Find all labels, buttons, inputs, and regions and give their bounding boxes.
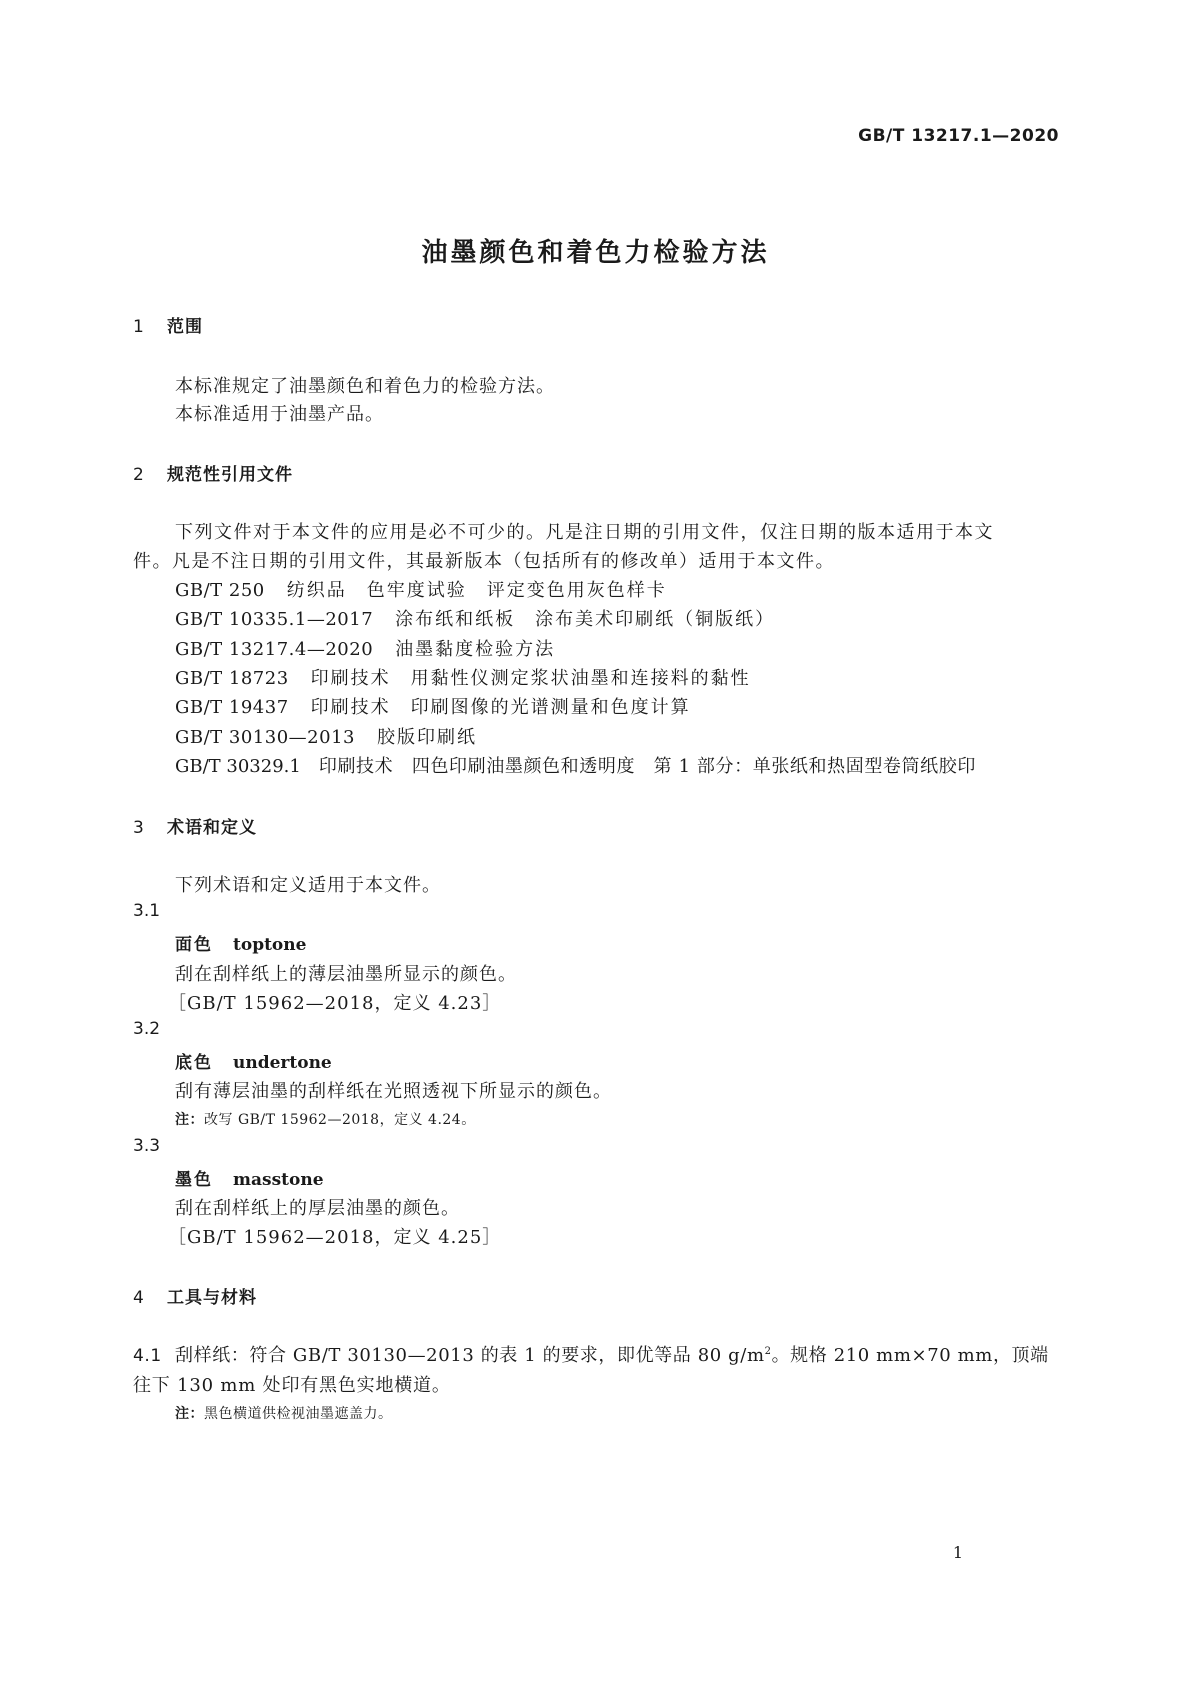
section-title: 术语和定义	[167, 818, 257, 838]
term-en: masstone	[233, 1170, 324, 1190]
reference-code: GB/T 18723	[175, 668, 289, 689]
term-zh: 底色	[175, 1053, 213, 1073]
section-number: 2	[133, 465, 145, 485]
term-number: 3.2	[133, 1019, 161, 1039]
clause-number: 4.1	[133, 1346, 162, 1366]
clause-text: 刮样纸：符合 GB/T 30130—2013 的表 1 的要求，即优等品 80 g/m	[175, 1345, 765, 1366]
term-entry	[175, 1048, 332, 1073]
reference-name: 纺织品 色牢度试验 评定变色用灰色样卡	[286, 580, 667, 601]
clause-text-cont: 。规格 210 mm×70 mm，顶端	[771, 1345, 1049, 1366]
reference-item	[175, 605, 775, 631]
reference-name: 印刷技术 四色印刷油墨颜色和透明度 第 1 部分：单张纸和热固型卷筒纸胶印	[318, 756, 976, 777]
note-text: 改写 GB/T 15962—2018，定义 4.24。	[204, 1112, 476, 1128]
reference-item	[175, 752, 976, 778]
reference-name: 印刷技术 印刷图像的光谱测量和色度计算	[310, 697, 691, 718]
reference-item	[175, 635, 555, 661]
note-label: 注：	[175, 1406, 204, 1422]
reference-item	[175, 576, 667, 602]
standard-number: GB/T 13217.1—2020	[858, 126, 1059, 146]
reference-code: GB/T 30329.1	[175, 756, 301, 777]
reference-code: GB/T 10335.1—2017	[175, 609, 374, 630]
reference-code: GB/T 250	[175, 580, 265, 601]
section-number: 3	[133, 818, 145, 838]
term-note	[175, 1109, 476, 1129]
scope-paragraph-2: 本标准适用于油墨产品。	[175, 404, 384, 425]
term-en: undertone	[233, 1053, 332, 1073]
section-number: 4	[133, 1288, 145, 1308]
section-number: 1	[133, 317, 145, 337]
clause-4-1-line-2: 往下 130 mm 处印有黑色实地横道。	[133, 1375, 451, 1396]
clause-4-1-line-1	[133, 1341, 1049, 1367]
reference-name: 油墨黏度检验方法	[395, 639, 556, 660]
term-source: ［GB/T 15962—2018，定义 4.23］	[168, 993, 502, 1014]
term-definition: 刮在刮样纸上的厚层油墨的颜色。	[175, 1198, 460, 1219]
term-zh: 面色	[175, 935, 213, 955]
reference-name: 涂布纸和纸板 涂布美术印刷纸（铜版纸）	[395, 609, 776, 630]
note-text: 黑色横道供检视油墨遮盖力。	[204, 1406, 393, 1422]
term-definition: 刮在刮样纸上的薄层油墨所显示的颜色。	[175, 964, 517, 985]
scope-paragraph-1: 本标准规定了油墨颜色和着色力的检验方法。	[175, 376, 555, 397]
section-heading-2	[133, 460, 293, 485]
term-number: 3.3	[133, 1136, 161, 1156]
term-entry	[175, 930, 306, 955]
reference-item	[175, 723, 477, 749]
term-source: ［GB/T 15962—2018，定义 4.25］	[168, 1227, 502, 1248]
term-en: toptone	[233, 935, 307, 955]
superscript: 2	[764, 1346, 772, 1357]
reference-code: GB/T 13217.4—2020	[175, 639, 374, 660]
section-heading-4	[133, 1283, 257, 1308]
clause-note	[175, 1403, 393, 1423]
section-title: 工具与材料	[167, 1288, 257, 1308]
reference-name: 印刷技术 用黏性仪测定浆状油墨和连接料的黏性	[310, 668, 751, 689]
page-number: 1	[952, 1543, 963, 1562]
terms-intro: 下列术语和定义适用于本文件。	[175, 875, 441, 896]
section-heading-3	[133, 813, 257, 838]
reference-item	[175, 664, 751, 690]
section-title: 范围	[167, 317, 203, 337]
term-entry	[175, 1165, 324, 1190]
section-heading-1	[133, 312, 203, 337]
term-zh: 墨色	[175, 1170, 213, 1190]
term-number: 3.1	[133, 901, 161, 921]
note-label: 注：	[175, 1112, 204, 1128]
reference-name: 胶版印刷纸	[376, 727, 477, 748]
reference-item	[175, 693, 691, 719]
reference-code: GB/T 19437	[175, 697, 289, 718]
reference-code: GB/T 30130—2013	[175, 727, 355, 748]
normative-intro-line-1: 下列文件对于本文件的应用是必不可少的。凡是注日期的引用文件，仅注日期的版本适用于本文	[175, 522, 994, 543]
term-definition: 刮有薄层油墨的刮样纸在光照透视下所显示的颜色。	[175, 1081, 612, 1102]
normative-intro-line-2: 件。凡是不注日期的引用文件，其最新版本（包括所有的修改单）适用于本文件。	[133, 551, 835, 572]
document-title: 油墨颜色和着色力检验方法	[421, 238, 770, 268]
section-title: 规范性引用文件	[167, 465, 293, 485]
